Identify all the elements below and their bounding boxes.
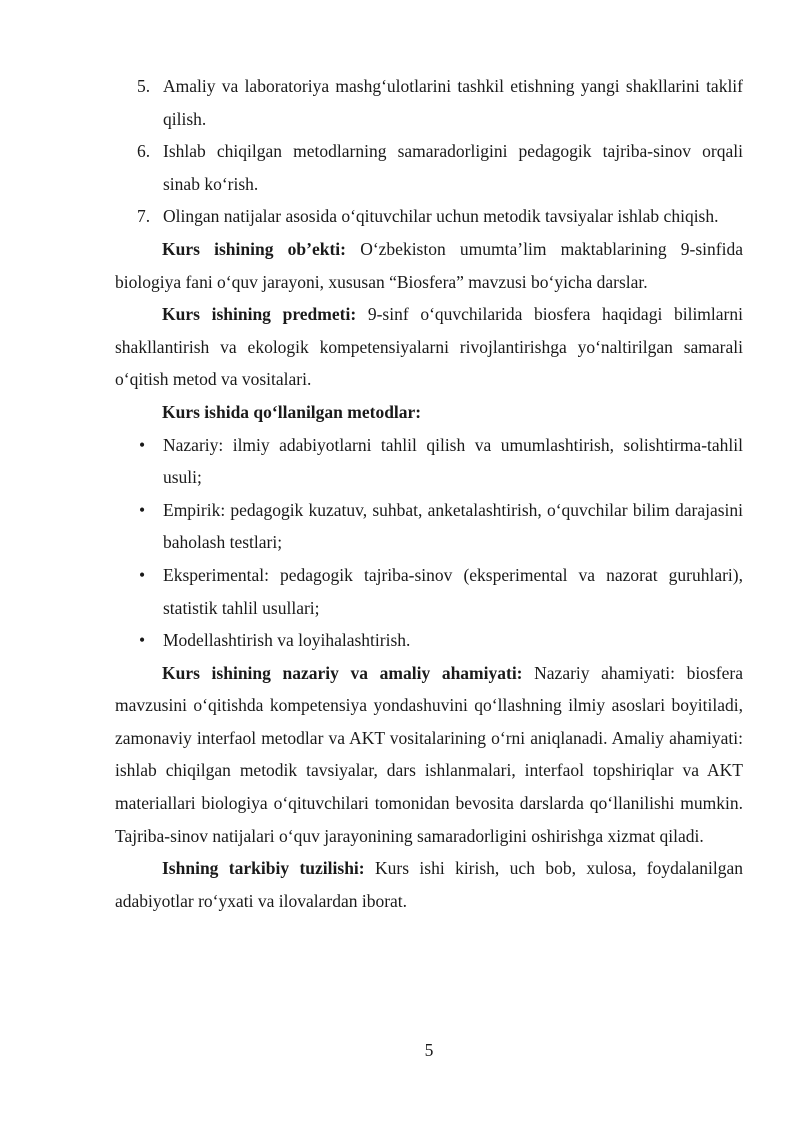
bullet-icon: • [139,434,146,455]
bullet-icon: • [139,630,146,651]
subject-paragraph [115,298,743,396]
list-item [115,429,743,494]
numbered-list [115,70,743,233]
subject-text: 9-sinf o‘quvchilarida biosfera haqidagi bilimlarni shakllantirish va ekologik kompetensiyalarni rivojlantirishga yo‘naltirilgan samarali o‘qitish metod va vositalari. [115,304,743,390]
methods-heading: Kurs ishida qo‘llanilgan metodlar: [162,401,422,422]
document-page [115,70,743,917]
list-item-text: Olingan natijalar asosida o‘qituvchilar uchun metodik tavsiyalar ishlab chiqish. [163,206,719,227]
methods-list [115,429,743,657]
methods-heading-paragraph [115,396,743,429]
list-item [115,559,743,624]
bullet-icon: • [139,564,146,585]
bullet-icon: • [139,499,146,520]
structure-label: Ishning tarkibiy tuzilishi: [162,858,365,879]
page-number: 5 [424,1040,434,1060]
list-item [115,135,743,200]
significance-label: Kurs ishining nazariy va amaliy ahamiyati: [162,662,523,683]
object-label: Kurs ishining ob’ekti: [162,238,346,259]
subject-label: Kurs ishining predmeti: [162,304,357,325]
structure-paragraph [115,852,743,917]
significance-text: Nazariy ahamiyati: biosfera mavzusini o‘qitishda kompetensiya yondashuvini qo‘llashning ilmiy asoslari boyitiladi, zamonaviy interfaol metodlar va AKT vositalarining o‘rni aniqlanadi. Amaliy ahamiyati: ishlab chiqilgan metodik tavsiyalar, dars ishlanmalari, interfaol topshiriqlar va AKT materiallari biologiya o‘qituvchilari tomonidan bevosita darslarda qo‘llanilishi mumkin. Tajriba-sinov natijalari o‘quv jarayonining samaradorligini oshirishga xizmat qiladi. [115,662,743,846]
list-item [115,70,743,135]
structure-text: Kurs ishi kirish, uch bob, xulosa, foydalanilgan adabiyotlar ro‘yxati va ilovalardan iborat. [115,858,743,911]
list-item-text: Empirik: pedagogik kuzatuv, suhbat, anketalashtirish, o‘quvchilar bilim darajasini baholash testlari; [163,499,743,553]
list-item [115,624,743,657]
list-number: 5. [137,76,151,96]
list-item-text: Modellashtirish va loyihalashtirish. [163,630,411,651]
list-item [115,200,743,233]
list-item-text: Nazariy: ilmiy adabiyotlarni tahlil qilish va umumlashtirish, solishtirma-tahlil usuli; [163,434,743,488]
object-paragraph [115,233,743,298]
list-item-text: Ishlab chiqilgan metodlarning samaradorligini pedagogik tajriba-sinov orqali sinab ko‘rish. [163,141,743,194]
list-number: 7. [137,206,151,227]
significance-paragraph [115,657,743,853]
object-text: O‘zbekiston umumta’lim maktablarining 9-sinfida biologiya fani o‘quv jarayoni, xususan “Biosfera” mavzusi bo‘yicha darslar. [115,238,743,292]
list-item-text: Eksperimental: pedagogik tajriba-sinov (eksperimental va nazorat guruhlari), statistik tahlil usullari; [163,564,743,618]
list-item-text: Amaliy va laboratoriya mashg‘ulotlarini tashkil etishning yangi shakllarini taklif qilish. [163,76,743,129]
list-number: 6. [137,141,151,162]
list-item [115,494,743,559]
